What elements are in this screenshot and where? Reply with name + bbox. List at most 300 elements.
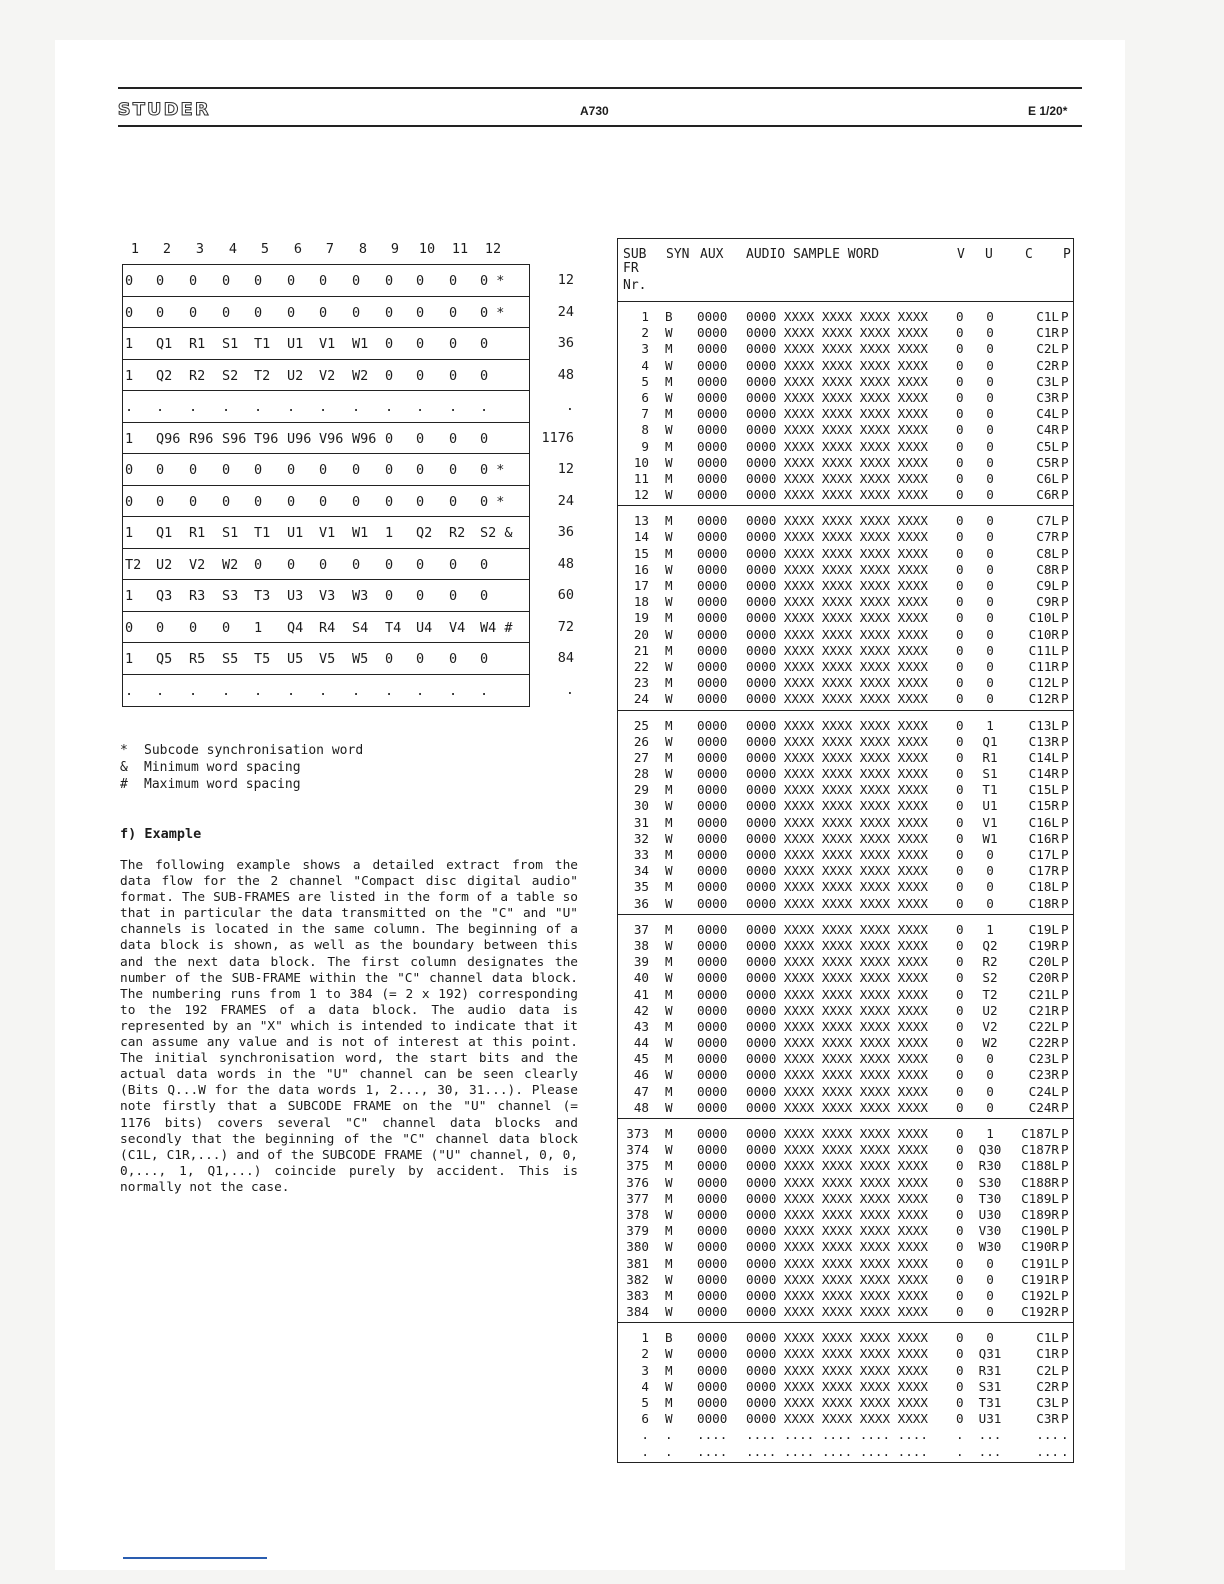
c-cell: C17L xyxy=(1028,847,1059,862)
subframe-number: 380 xyxy=(626,1239,649,1255)
aux-cell: 0000 xyxy=(697,1362,728,1378)
p-cell: P xyxy=(1061,749,1069,765)
header-c: C xyxy=(1025,247,1033,262)
c-cell: C187R xyxy=(1021,1142,1059,1158)
v-cell: 0 xyxy=(956,1126,964,1141)
audio-cell: .... .... .... .... .... xyxy=(746,1443,928,1459)
table-row xyxy=(618,471,1073,487)
table-row xyxy=(618,1126,1073,1142)
table-cell: 0 xyxy=(385,273,394,289)
table-cell: 0 xyxy=(254,304,263,321)
subframe-number: 8 xyxy=(641,422,649,438)
table-cell: R1 xyxy=(189,525,206,541)
table-cell: 0 xyxy=(254,462,263,478)
sync-cell: W xyxy=(665,1099,673,1115)
table-cell: . xyxy=(352,399,361,415)
column-number: 9 xyxy=(390,241,400,257)
table-cell: V1 xyxy=(319,336,336,352)
p-cell: P xyxy=(1061,406,1069,422)
subframe-number: 374 xyxy=(626,1142,649,1158)
table-cell: 0 xyxy=(222,273,231,289)
aux-cell: 0000 xyxy=(697,1411,728,1427)
v-cell: 0 xyxy=(956,1255,964,1271)
c-cell: C189L xyxy=(1021,1190,1059,1206)
table-row xyxy=(618,578,1073,594)
v-cell: 0 xyxy=(956,986,964,1002)
v-cell: 0 xyxy=(956,1067,964,1083)
c-cell: C4L xyxy=(1036,406,1059,422)
p-cell: P xyxy=(1061,341,1069,357)
p-cell: P xyxy=(1061,1239,1069,1255)
table-cell: R96 xyxy=(189,430,214,447)
table-cell: . xyxy=(254,399,263,415)
table-row xyxy=(123,423,529,455)
sync-cell: M xyxy=(665,1190,673,1206)
c-cell: C9L xyxy=(1036,578,1059,593)
subframe-number: 17 xyxy=(633,578,649,593)
legend-symbol: # xyxy=(120,777,128,792)
sync-cell: B xyxy=(665,309,673,324)
c-cell: C18R xyxy=(1028,895,1059,911)
audio-cell: 0000 XXXX XXXX XXXX XXXX xyxy=(746,1018,928,1034)
bit-count: . xyxy=(565,681,574,698)
aux-cell: 0000 xyxy=(697,406,728,422)
subframe-block xyxy=(618,506,1073,710)
c-cell: C190L xyxy=(1021,1223,1059,1239)
audio-cell: .... .... .... .... .... xyxy=(746,1427,928,1443)
audio-cell: 0000 XXXX XXXX XXXX XXXX xyxy=(746,1099,928,1115)
subframe-block xyxy=(618,1323,1073,1462)
bit-count: 48 xyxy=(557,366,574,383)
p-cell: P xyxy=(1061,642,1069,658)
subframe-number: 14 xyxy=(633,529,649,545)
audio-cell: 0000 XXXX XXXX XXXX XXXX xyxy=(746,733,928,749)
sync-cell: M xyxy=(665,610,673,626)
table-row xyxy=(618,1100,1073,1116)
audio-cell: 0000 XXXX XXXX XXXX XXXX xyxy=(746,1142,928,1158)
u-cell: 0 xyxy=(986,438,994,454)
u-cell: 0 xyxy=(986,1083,994,1099)
v-cell: 0 xyxy=(956,1362,964,1378)
table-cell: V2 xyxy=(189,556,206,573)
table-cell: Q4 xyxy=(287,619,304,636)
v-cell: 0 xyxy=(956,642,964,658)
p-cell: P xyxy=(1061,921,1069,937)
table-row xyxy=(618,455,1073,471)
table-cell: U2 xyxy=(156,556,173,573)
c-cell: C15L xyxy=(1028,782,1059,798)
aux-cell: 0000 xyxy=(697,749,728,765)
v-cell: 0 xyxy=(956,561,964,577)
u-cell: 0 xyxy=(986,1255,994,1271)
u-cell: W1 xyxy=(982,830,998,846)
table-cell: R3 xyxy=(189,588,206,604)
audio-cell: 0000 XXXX XXXX XXXX XXXX xyxy=(746,578,928,593)
bit-count: 60 xyxy=(557,587,574,603)
table-row xyxy=(123,360,529,392)
table-row xyxy=(618,691,1073,707)
aux-cell: 0000 xyxy=(697,1287,728,1303)
sync-cell: M xyxy=(665,1083,673,1099)
sync-cell: W xyxy=(665,798,673,814)
p-cell: P xyxy=(1061,766,1069,782)
table-cell: 0 xyxy=(222,619,231,636)
c-cell: C11R xyxy=(1028,658,1059,674)
table-cell: 0 xyxy=(319,493,328,510)
c-cell: C6R xyxy=(1036,487,1059,503)
sync-cell: W xyxy=(665,626,673,642)
c-cell: C3R xyxy=(1036,389,1059,405)
subframe-block xyxy=(618,1119,1073,1323)
u-cell: V30 xyxy=(978,1223,1002,1239)
u-cell: W2 xyxy=(982,1035,998,1051)
c-cell: C19L xyxy=(1028,921,1059,937)
aux-cell: 0000 xyxy=(697,847,728,862)
table-row xyxy=(618,1158,1073,1174)
audio-cell: 0000 XXXX XXXX XXXX XXXX xyxy=(746,937,928,953)
p-cell: P xyxy=(1061,1271,1069,1287)
aux-cell: 0000 xyxy=(697,1239,728,1255)
audio-cell: 0000 XXXX XXXX XXXX XXXX xyxy=(746,1304,928,1320)
sync-cell: M xyxy=(665,1051,673,1067)
table-cell: 0 xyxy=(254,556,263,573)
subframe-number: 1 xyxy=(641,1330,649,1346)
audio-cell: 0000 XXXX XXXX XXXX XXXX xyxy=(746,1362,928,1378)
table-cell: 0 xyxy=(449,304,458,321)
table-cell: 0 xyxy=(319,556,328,573)
u-cell: T2 xyxy=(982,986,998,1002)
table-cell: 0 xyxy=(352,273,361,289)
table-cell: V3 xyxy=(319,588,336,604)
table-cell: T3 xyxy=(254,588,271,604)
aux-cell: 0000 xyxy=(697,438,728,454)
u-cell: 0 xyxy=(986,309,994,324)
subframe-number: 27 xyxy=(633,749,649,765)
v-cell: 0 xyxy=(956,937,964,953)
c-cell: C10L xyxy=(1028,610,1059,626)
u-cell: 0 xyxy=(986,626,994,642)
sync-cell: W xyxy=(665,863,673,879)
c-cell: C190R xyxy=(1021,1239,1059,1255)
u-cell: 0 xyxy=(986,1271,994,1287)
table-row xyxy=(123,580,529,612)
u-cell: 0 xyxy=(986,373,994,389)
table-cell: 0 xyxy=(189,619,198,636)
column-number: 6 xyxy=(293,241,303,257)
bit-count: 36 xyxy=(557,335,574,351)
aux-cell: 0000 xyxy=(697,1002,728,1018)
sync-cell: M xyxy=(665,406,673,422)
sync-cell: W xyxy=(665,1206,673,1222)
u-cell: 0 xyxy=(986,610,994,626)
u-cell: 0 xyxy=(986,1099,994,1115)
table-cell: 0 xyxy=(385,367,394,384)
table-row xyxy=(618,1330,1073,1346)
v-cell: 0 xyxy=(956,454,964,470)
audio-cell: 0000 XXXX XXXX XXXX XXXX xyxy=(746,798,928,814)
table-cell: 1 xyxy=(385,525,394,541)
subframe-number: 12 xyxy=(633,487,649,503)
table-row xyxy=(618,1035,1073,1051)
subframe-number: 38 xyxy=(633,937,649,953)
p-cell: P xyxy=(1061,1018,1069,1034)
v-cell: 0 xyxy=(956,1174,964,1190)
table-cell: 0 xyxy=(319,304,328,321)
p-cell: P xyxy=(1061,733,1069,749)
c-cell: C13R xyxy=(1028,733,1059,749)
audio-cell: 0000 XXXX XXXX XXXX XXXX xyxy=(746,487,928,503)
subframe-number: 41 xyxy=(633,986,649,1002)
c-cell: C22L xyxy=(1028,1018,1059,1034)
table-cell: 0 xyxy=(156,619,165,636)
table-cell: 0 xyxy=(449,493,458,510)
aux-cell: 0000 xyxy=(697,487,728,503)
table-cell: W2 xyxy=(222,556,239,573)
subframe-number: 25 xyxy=(633,717,649,733)
table-cell: T5 xyxy=(254,651,271,667)
v-cell: 0 xyxy=(956,406,964,422)
c-cell: C2R xyxy=(1036,1378,1059,1394)
column-number: 7 xyxy=(325,241,335,257)
header-audio-sample-word: AUDIO SAMPLE WORD xyxy=(746,247,880,262)
sync-cell: M xyxy=(665,1395,673,1410)
sync-cell: M xyxy=(665,470,673,486)
sync-cell: M xyxy=(665,921,673,937)
table-cell: W5 xyxy=(352,651,369,667)
audio-cell: 0000 XXXX XXXX XXXX XXXX xyxy=(746,1174,928,1190)
v-cell: 0 xyxy=(956,1411,964,1427)
p-cell: P xyxy=(1061,1223,1069,1239)
v-cell: 0 xyxy=(956,847,964,862)
audio-cell: 0000 XXXX XXXX XXXX XXXX xyxy=(746,1287,928,1303)
table-cell: . xyxy=(287,682,296,699)
v-cell: 0 xyxy=(956,1002,964,1018)
table-cell: 0 xyxy=(319,462,328,478)
p-cell: P xyxy=(1061,1174,1069,1190)
header-nr: Nr. xyxy=(623,278,647,293)
p-cell: P xyxy=(1061,658,1069,674)
table-cell: 0 xyxy=(189,273,198,289)
bit-count: 1176 xyxy=(541,429,574,446)
audio-cell: 0000 XXXX XXXX XXXX XXXX xyxy=(746,1239,928,1255)
table-cell: R1 xyxy=(189,336,206,352)
table-row xyxy=(618,1191,1073,1207)
v-cell: 0 xyxy=(956,1158,964,1174)
table-cell: 0 xyxy=(287,304,296,321)
p-cell: P xyxy=(1061,357,1069,373)
c-cell: C1L xyxy=(1036,309,1059,324)
v-cell: 0 xyxy=(956,766,964,782)
table-row xyxy=(618,1067,1073,1083)
table-row xyxy=(618,815,1073,831)
aux-cell: 0000 xyxy=(697,1255,728,1271)
u-cell: Q30 xyxy=(978,1142,1002,1158)
column-number: 1 xyxy=(130,241,140,257)
table-cell: 0 xyxy=(449,367,458,384)
c-cell: C11L xyxy=(1028,642,1059,658)
p-cell: P xyxy=(1061,830,1069,846)
p-cell: P xyxy=(1061,470,1069,486)
v-cell: 0 xyxy=(956,1051,964,1067)
aux-cell: 0000 xyxy=(697,766,728,782)
p-cell: P xyxy=(1061,1099,1069,1115)
c-cell: C16L xyxy=(1028,814,1059,830)
table-cell: Q1 xyxy=(156,525,173,541)
sync-cell: W xyxy=(665,691,673,707)
p-cell: P xyxy=(1061,389,1069,405)
aux-cell: 0000 xyxy=(697,642,728,658)
table-row xyxy=(618,675,1073,691)
subframe-number: 3 xyxy=(641,341,649,357)
c-cell: C2R xyxy=(1036,357,1059,373)
section-title: f) Example xyxy=(120,826,202,842)
aux-cell: 0000 xyxy=(697,1051,728,1067)
aux-cell: 0000 xyxy=(697,545,728,561)
subframe-number: 47 xyxy=(633,1083,649,1099)
u-cell: 0 xyxy=(986,422,994,438)
u-cell: S31 xyxy=(978,1378,1002,1394)
table-cell: S2 & xyxy=(480,525,513,541)
audio-cell: 0000 XXXX XXXX XXXX XXXX xyxy=(746,986,928,1002)
legend-text: Subcode synchronisation word xyxy=(144,743,364,758)
column-number: 12 xyxy=(484,241,502,257)
table-cell: . xyxy=(449,399,458,415)
table-cell: 0 xyxy=(125,273,134,289)
subframe-number: 20 xyxy=(633,626,649,642)
sync-cell: W xyxy=(665,830,673,846)
sync-cell: W xyxy=(665,487,673,503)
table-cell: . xyxy=(416,399,425,415)
bit-count: 72 xyxy=(557,618,574,635)
table-cell: S1 xyxy=(222,525,239,541)
subframe-number: 383 xyxy=(626,1287,649,1303)
u-cell: 0 xyxy=(986,1051,994,1067)
audio-cell: 0000 XXXX XXXX XXXX XXXX xyxy=(746,309,928,324)
subframe-number: 384 xyxy=(626,1304,649,1320)
table-cell: . xyxy=(287,399,296,415)
sync-cell: M xyxy=(665,1018,673,1034)
c-cell: C188L xyxy=(1021,1158,1059,1174)
p-cell: P xyxy=(1061,847,1069,862)
table-cell: 0 xyxy=(416,556,425,573)
v-cell: 0 xyxy=(956,1304,964,1320)
sync-cell: W xyxy=(665,1378,673,1394)
u-cell: 0 xyxy=(986,325,994,341)
table-cell: 0 xyxy=(287,462,296,478)
table-cell: S1 xyxy=(222,336,239,352)
subframe-number: 373 xyxy=(626,1126,649,1141)
aux-cell: 0000 xyxy=(697,863,728,879)
audio-cell: 0000 XXXX XXXX XXXX XXXX xyxy=(746,675,928,691)
table-cell: . xyxy=(319,682,328,699)
u-cell: U31 xyxy=(978,1411,1002,1427)
table-row xyxy=(618,610,1073,626)
c-cell: C7L xyxy=(1036,513,1059,529)
table-cell: 0 xyxy=(480,430,489,447)
v-cell: 0 xyxy=(956,658,964,674)
sync-cell: W xyxy=(665,1411,673,1427)
aux-cell: 0000 xyxy=(697,1330,728,1346)
u-cell: T1 xyxy=(982,782,998,798)
table-row xyxy=(618,1175,1073,1191)
p-cell: P xyxy=(1061,309,1069,324)
v-cell: 0 xyxy=(956,626,964,642)
table-cell: R5 xyxy=(189,651,206,667)
c-cell: ... xyxy=(1036,1427,1059,1443)
u-cell: 0 xyxy=(986,406,994,422)
table-cell: 0 xyxy=(416,651,425,667)
p-cell: . xyxy=(1061,1427,1069,1443)
sync-cell: M xyxy=(665,1126,673,1141)
sync-cell: W xyxy=(665,1271,673,1287)
u-cell: 0 xyxy=(986,470,994,486)
c-cell: C191R xyxy=(1021,1271,1059,1287)
u-cell: W30 xyxy=(978,1239,1002,1255)
sync-cell: M xyxy=(665,578,673,593)
v-cell: 0 xyxy=(956,1378,964,1394)
c-cell: C21R xyxy=(1028,1002,1059,1018)
p-cell: P xyxy=(1061,594,1069,610)
legend xyxy=(120,742,363,793)
table-cell: 0 xyxy=(480,336,489,352)
table-cell: 0 xyxy=(319,273,328,289)
audio-cell: 0000 XXXX XXXX XXXX XXXX xyxy=(746,691,928,707)
audio-cell: 0000 XXXX XXXX XXXX XXXX xyxy=(746,626,928,642)
table-cell: 1 xyxy=(254,619,263,636)
table-row xyxy=(618,374,1073,390)
v-cell: 0 xyxy=(956,1190,964,1206)
table-cell: W4 # xyxy=(480,619,513,636)
table-cell: R4 xyxy=(319,619,336,636)
aux-cell: 0000 xyxy=(697,1223,728,1239)
sync-cell: W xyxy=(665,937,673,953)
v-cell: 0 xyxy=(956,691,964,707)
column-number: 8 xyxy=(358,241,368,257)
p-cell: P xyxy=(1061,1126,1069,1141)
table-row xyxy=(618,1444,1073,1460)
p-cell: P xyxy=(1061,691,1069,707)
table-cell: Q1 xyxy=(156,336,173,352)
audio-cell: 0000 XXXX XXXX XXXX XXXX xyxy=(746,470,928,486)
sync-cell: W xyxy=(665,594,673,610)
audio-cell: 0000 XXXX XXXX XXXX XXXX xyxy=(746,357,928,373)
v-cell: 0 xyxy=(956,954,964,970)
v-cell: 0 xyxy=(956,1395,964,1410)
table-cell: 0 xyxy=(416,430,425,447)
sync-cell: W xyxy=(665,357,673,373)
v-cell: 0 xyxy=(956,594,964,610)
table-cell: 0 xyxy=(156,273,165,289)
table-row xyxy=(618,562,1073,578)
table-row xyxy=(618,1019,1073,1035)
table-cell: R2 xyxy=(189,367,206,384)
table-row xyxy=(618,390,1073,406)
subframe-block xyxy=(618,915,1073,1119)
table-cell: 0 xyxy=(416,367,425,384)
sync-cell: M xyxy=(665,954,673,970)
table-cell: . xyxy=(254,682,263,699)
legend-entry xyxy=(120,759,363,776)
v-cell: 0 xyxy=(956,529,964,545)
audio-cell: 0000 XXXX XXXX XXXX XXXX xyxy=(746,1223,928,1239)
table-row xyxy=(618,643,1073,659)
subframe-number: 23 xyxy=(633,675,649,691)
column-number: 11 xyxy=(451,241,469,257)
table-cell: 0 * xyxy=(480,462,505,478)
table-cell: 0 xyxy=(156,462,165,478)
v-cell: 0 xyxy=(956,1330,964,1346)
sync-cell: . xyxy=(665,1443,673,1459)
